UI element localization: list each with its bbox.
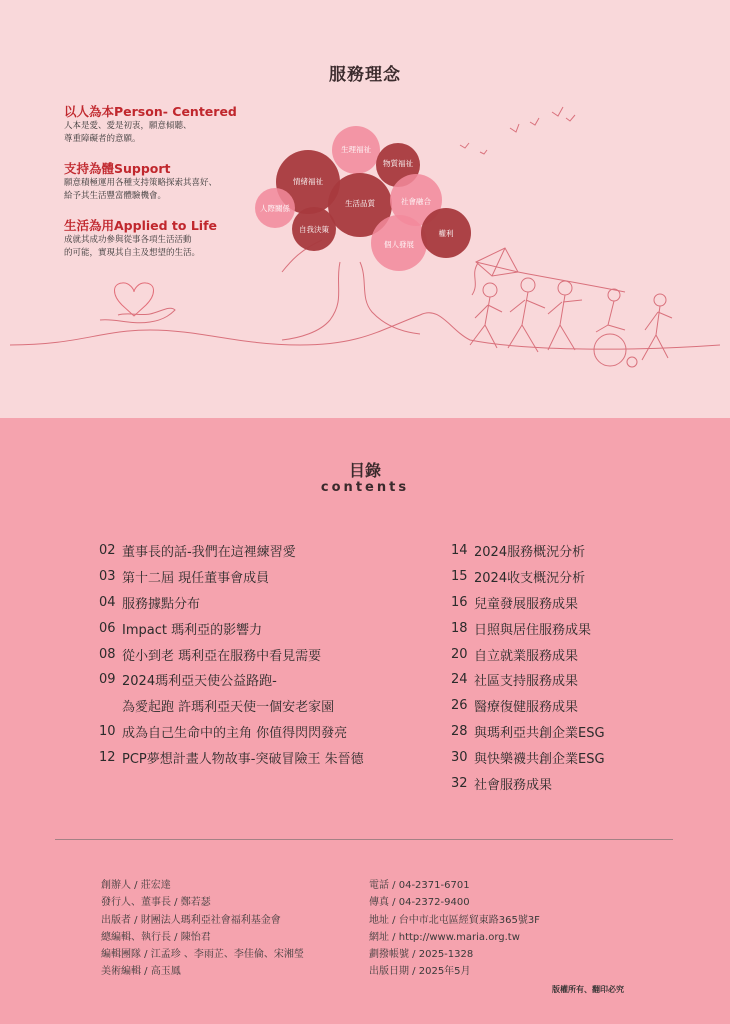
toc-entry-title: 為愛起跑 許瑪利亞天使一個安老家園 [122, 700, 335, 716]
contact-postal-account: 劃撥帳號 / 2025-1328 [369, 949, 474, 961]
toc-entry-title: 自立就業服務成果 [474, 648, 579, 664]
toc-entry[interactable] [451, 590, 605, 616]
toc-entry[interactable] [99, 744, 364, 770]
toc-entry[interactable] [451, 615, 605, 641]
principle-heading: 以人為本Person- Centered [64, 104, 237, 119]
toc-page-number: 08 [99, 646, 116, 662]
credit-founder: 創辦人 / 莊宏達 [101, 880, 171, 891]
bubble-quality-of-life: 生活品質 [345, 199, 375, 208]
principle-heading: 生活為用Applied to Life [64, 218, 217, 233]
toc-entry-title: 從小到老 瑪利亞在服務中看見需要 [122, 648, 322, 664]
principle-line: 給予其生活豐富體驗機會。 [64, 191, 167, 201]
contact-fax: 傳真 / 04-2372-9400 [369, 897, 470, 909]
principle-line: 的可能，實現其自主及想望的生活。 [64, 248, 201, 258]
bubble-physical-wellbeing: 生理福祉 [341, 145, 371, 154]
toc-page-number: 04 [99, 594, 116, 610]
toc-entry-title: PCP夢想計畫人物故事-突破冒險王 朱晉德 [122, 751, 364, 767]
toc-entry[interactable] [451, 538, 605, 564]
toc-entry-title: 社會服務成果 [474, 777, 553, 793]
toc-page-number: 20 [451, 646, 468, 662]
toc-entry[interactable] [451, 564, 605, 590]
contact-phone: 電話 / 04-2371-6701 [369, 880, 470, 891]
toc-page-number: 24 [451, 672, 468, 688]
toc-entry[interactable] [99, 641, 364, 667]
toc-entry-title: 與瑪利亞共創企業ESG [474, 725, 605, 741]
credit-editorial-team: 編輯團隊 / 江孟珍 、李雨芷、李佳倫、宋湘瑩 [101, 949, 304, 961]
principle-line: 願意積極運用各種支持策略探索其喜好、 [64, 178, 218, 188]
credit-chief-editor: 總編輯、執行長 / 陳怡君 [101, 931, 211, 943]
toc-entry-title: Impact 瑪利亞的影響力 [122, 622, 263, 638]
credits-staff [101, 877, 304, 981]
toc-entry-title: 董事長的話-我們在這裡練習愛 [122, 545, 296, 561]
toc-entry-title: 服務據點分布 [122, 596, 201, 612]
toc-page-number: 10 [99, 723, 116, 739]
copyright-notice: 版權所有、翻印必究 [552, 985, 624, 994]
toc-entry[interactable] [99, 667, 364, 693]
credit-publishing-org: 出版者 / 財團法人瑪利亞社會福利基金會 [101, 914, 281, 926]
toc-entry[interactable] [451, 667, 605, 693]
contact-address: 地址 / 台中市北屯區經貿東路365號3F [369, 914, 540, 926]
principle-line: 成就其成功參與從事各項生活活動 [64, 235, 192, 245]
toc-entry-title: 成為自己生命中的主角 你值得閃閃發亮 [122, 725, 348, 741]
toc-page-number: 09 [99, 672, 116, 688]
bubble-rights: 權利 [438, 229, 454, 238]
toc-page-number: 32 [451, 775, 468, 791]
credit-publisher: 發行人、董事長 / 鄭若瑟 [101, 897, 211, 909]
toc-entry-title: 2024收支概況分析 [474, 571, 586, 587]
toc-entry-continuation[interactable] [99, 693, 364, 719]
toc-entry[interactable] [451, 693, 605, 719]
tree-of-life-illustration [0, 90, 730, 390]
principle-heading: 支持為體Support [64, 161, 171, 176]
toc-entry[interactable] [451, 641, 605, 667]
service-philosophy-title: 服務理念 [329, 65, 401, 85]
toc-entry[interactable] [99, 615, 364, 641]
toc-entry[interactable] [99, 564, 364, 590]
toc-page-number: 06 [99, 620, 116, 636]
contact-website-link[interactable]: 網址 / http://www.maria.org.tw [369, 931, 520, 943]
toc-entry[interactable] [99, 719, 364, 745]
bubble-interpersonal-relations: 人際關係 [260, 204, 290, 213]
bubble-personal-development: 個人發展 [384, 240, 414, 249]
toc-page-number: 02 [99, 543, 116, 559]
toc-entry[interactable] [99, 538, 364, 564]
toc-entry[interactable] [451, 719, 605, 745]
principle-line: 人本是愛、愛是初衷，願意傾聽、 [64, 121, 192, 131]
toc-page-number: 26 [451, 698, 468, 714]
contents-subtitle: contents [320, 480, 410, 495]
toc-entry-title: 2024服務概況分析 [474, 545, 586, 561]
toc-entry-title: 兒童發展服務成果 [474, 596, 579, 612]
toc-left-column [99, 538, 364, 770]
toc-page-number: 03 [99, 569, 116, 585]
toc-entry[interactable] [451, 744, 605, 770]
toc-page-number: 18 [451, 620, 468, 636]
toc-page-number: 14 [451, 543, 468, 559]
toc-page-number: 16 [451, 594, 468, 610]
bubble-material-wellbeing: 物質福祉 [383, 159, 413, 168]
bubble-self-determination: 自我決策 [299, 225, 329, 234]
bubble-emotional-wellbeing: 情緒福祉 [293, 177, 323, 186]
section-divider [55, 839, 673, 840]
toc-entry[interactable] [451, 770, 605, 796]
toc-page-number: 15 [451, 569, 468, 585]
publish-date: 出版日期 / 2025年5月 [369, 966, 471, 978]
principle-line: 尊重障礙者的意願。 [64, 134, 141, 144]
toc-page-number: 28 [451, 723, 468, 739]
bubble-social-inclusion: 社會融合 [401, 197, 431, 206]
toc-entry-title: 日照與居住服務成果 [474, 622, 592, 638]
toc-entry-title: 第十二屆 現任董事會成員 [122, 571, 270, 587]
toc-entry-title: 2024瑪利亞天使公益路跑- [122, 674, 277, 690]
toc-entry-title: 醫療復健服務成果 [474, 700, 579, 716]
toc-entry[interactable] [99, 590, 364, 616]
credit-art-editor: 美術編輯 / 高玉鳳 [101, 966, 181, 978]
toc-entry-title: 與快樂襪共創企業ESG [474, 751, 605, 767]
toc-page-number: 12 [99, 749, 116, 765]
toc-page-number: 30 [451, 749, 468, 765]
toc-entry-title: 社區支持服務成果 [474, 674, 579, 690]
toc-right-column [451, 538, 605, 796]
credits-contact [369, 877, 540, 981]
contents-title: 目錄 [348, 461, 381, 480]
